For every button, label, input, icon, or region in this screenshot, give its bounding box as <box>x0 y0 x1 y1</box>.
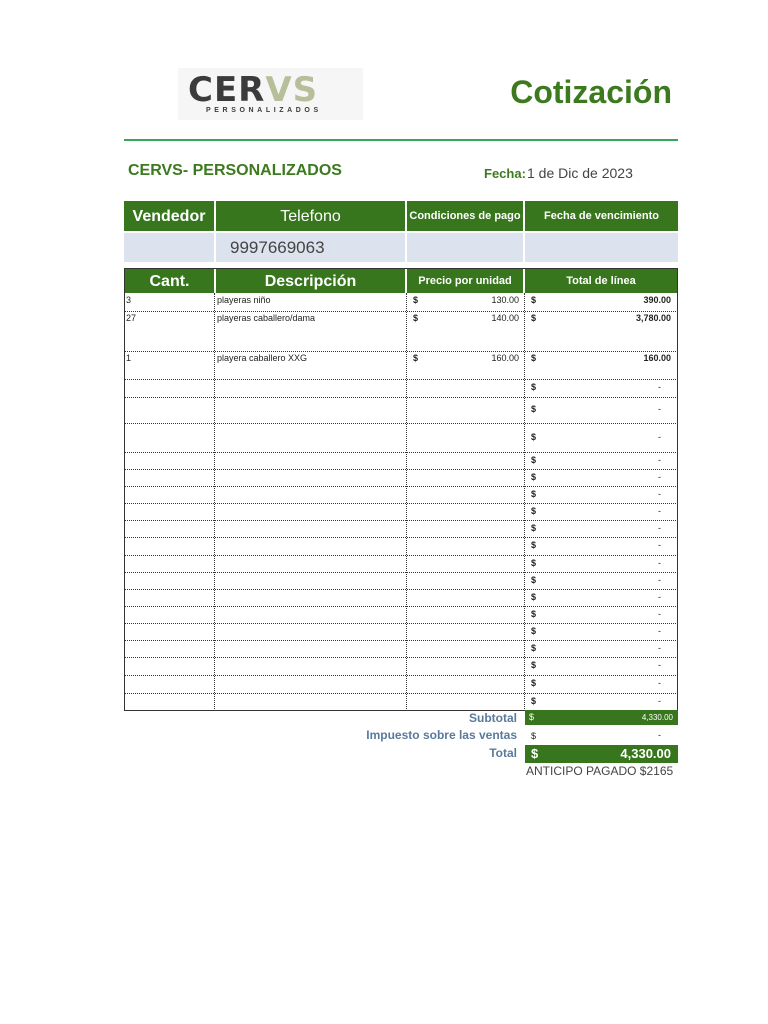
item-unit-price: 160.00 <box>491 353 519 363</box>
empty-line-total: - <box>658 660 661 670</box>
item-quantity: 1 <box>126 353 132 363</box>
column-divider <box>524 293 525 711</box>
row-divider <box>124 520 678 521</box>
advance-payment-note: ANTICIPO PAGADO $2165 <box>526 764 674 778</box>
empty-line-currency: $ <box>531 678 537 688</box>
empty-line-total: - <box>658 489 661 499</box>
empty-line-currency: $ <box>531 643 537 653</box>
empty-line-total: - <box>658 575 661 585</box>
empty-line-total: - <box>658 432 661 442</box>
empty-line-currency: $ <box>531 609 537 619</box>
row-divider <box>124 379 678 380</box>
empty-line-total: - <box>658 643 661 653</box>
item-unit-price-currency: $ <box>413 353 419 363</box>
tax-value: - <box>658 730 661 740</box>
vencimiento-header: Fecha de vencimiento <box>525 201 678 231</box>
item-unit-price-currency: $ <box>413 313 419 323</box>
empty-line-currency: $ <box>531 696 537 706</box>
item-unit-price-currency: $ <box>413 295 419 305</box>
item-quantity: 27 <box>126 313 137 323</box>
total-value: 4,330.00 <box>620 746 671 761</box>
item-description: playera caballero XXG <box>217 353 308 363</box>
subtotal-value: 4,330.00 <box>641 713 673 722</box>
item-unit-price: 130.00 <box>491 295 519 305</box>
tax-currency: $ <box>531 731 537 741</box>
row-divider <box>124 452 678 453</box>
empty-line-total: - <box>658 472 661 482</box>
empty-line-currency: $ <box>531 382 537 392</box>
item-line-total-currency: $ <box>531 295 537 305</box>
empty-line-currency: $ <box>531 660 537 670</box>
row-divider <box>124 486 678 487</box>
condiciones-header: Condiciones de pago <box>407 201 523 231</box>
items-table <box>124 268 678 711</box>
precio-header: Precio por unidad <box>407 269 523 293</box>
row-divider <box>124 397 678 398</box>
vendedor-value <box>124 233 214 262</box>
company-logo <box>178 68 363 120</box>
empty-line-currency: $ <box>531 432 537 442</box>
vendedor-header: Vendedor <box>124 201 214 231</box>
company-name: CERVS- PERSONALIZADOS <box>128 162 342 179</box>
item-unit-price: 140.00 <box>491 313 519 323</box>
row-divider <box>124 606 678 607</box>
tax-label: Impuesto sobre las ventas <box>366 728 517 742</box>
empty-line-total: - <box>658 558 661 568</box>
item-description: playeras caballero/dama <box>217 313 316 323</box>
empty-line-currency: $ <box>531 592 537 602</box>
empty-line-currency: $ <box>531 455 537 465</box>
empty-line-currency: $ <box>531 506 537 516</box>
header-divider <box>124 139 678 141</box>
row-divider <box>124 311 678 312</box>
empty-line-currency: $ <box>531 523 537 533</box>
empty-line-currency: $ <box>531 626 537 636</box>
row-divider <box>124 503 678 504</box>
empty-line-total: - <box>658 404 661 414</box>
row-divider <box>124 623 678 624</box>
empty-line-currency: $ <box>531 472 537 482</box>
empty-line-total: - <box>658 523 661 533</box>
date-label: Fecha: <box>484 166 526 181</box>
descripcion-header: Descripción <box>216 269 405 293</box>
empty-line-total: - <box>658 592 661 602</box>
logo-subtitle: PERSONALIZADOS <box>206 107 322 114</box>
row-divider <box>124 572 678 573</box>
item-line-total: 390.00 <box>643 295 671 305</box>
row-divider <box>124 423 678 424</box>
date-value: 1 de Dic de 2023 <box>527 165 633 181</box>
row-divider <box>124 693 678 694</box>
empty-line-currency: $ <box>531 558 537 568</box>
row-divider <box>124 657 678 658</box>
item-line-total: 3,780.00 <box>635 313 671 323</box>
row-divider <box>124 469 678 470</box>
item-quantity: 3 <box>126 295 132 305</box>
row-divider <box>124 589 678 590</box>
subtotal-currency: $ <box>529 712 535 722</box>
item-line-total-currency: $ <box>531 313 537 323</box>
telefono-header: Telefono <box>216 201 405 231</box>
column-divider <box>214 293 215 711</box>
condiciones-value <box>407 233 523 262</box>
document-title: Cotización <box>510 74 672 110</box>
empty-line-total: - <box>658 506 661 516</box>
empty-line-total: - <box>658 626 661 636</box>
total-label: Total <box>489 746 517 760</box>
total-currency: $ <box>531 746 539 761</box>
vencimiento-value <box>525 233 678 262</box>
logo-wordmark: CERVS <box>188 70 319 110</box>
empty-line-currency: $ <box>531 404 537 414</box>
empty-line-total: - <box>658 678 661 688</box>
row-divider <box>124 640 678 641</box>
telefono-value: 9997669063 <box>216 233 405 262</box>
row-divider <box>124 555 678 556</box>
item-line-total-currency: $ <box>531 353 537 363</box>
empty-line-total: - <box>658 455 661 465</box>
empty-line-currency: $ <box>531 575 537 585</box>
empty-line-total: - <box>658 382 661 392</box>
item-line-total: 160.00 <box>643 353 671 363</box>
row-divider <box>124 351 678 352</box>
empty-line-currency: $ <box>531 489 537 499</box>
empty-line-total: - <box>658 609 661 619</box>
cant-header: Cant. <box>125 269 214 293</box>
subtotal-label: Subtotal <box>469 711 517 725</box>
row-divider <box>124 675 678 676</box>
row-divider <box>124 537 678 538</box>
subtotal-box <box>525 710 678 725</box>
empty-line-total: - <box>658 540 661 550</box>
total-header: Total de línea <box>525 269 677 293</box>
item-description: playeras niño <box>217 295 271 305</box>
empty-line-total: - <box>658 696 661 706</box>
total-box <box>525 745 678 763</box>
column-divider <box>406 293 407 711</box>
empty-line-currency: $ <box>531 540 537 550</box>
